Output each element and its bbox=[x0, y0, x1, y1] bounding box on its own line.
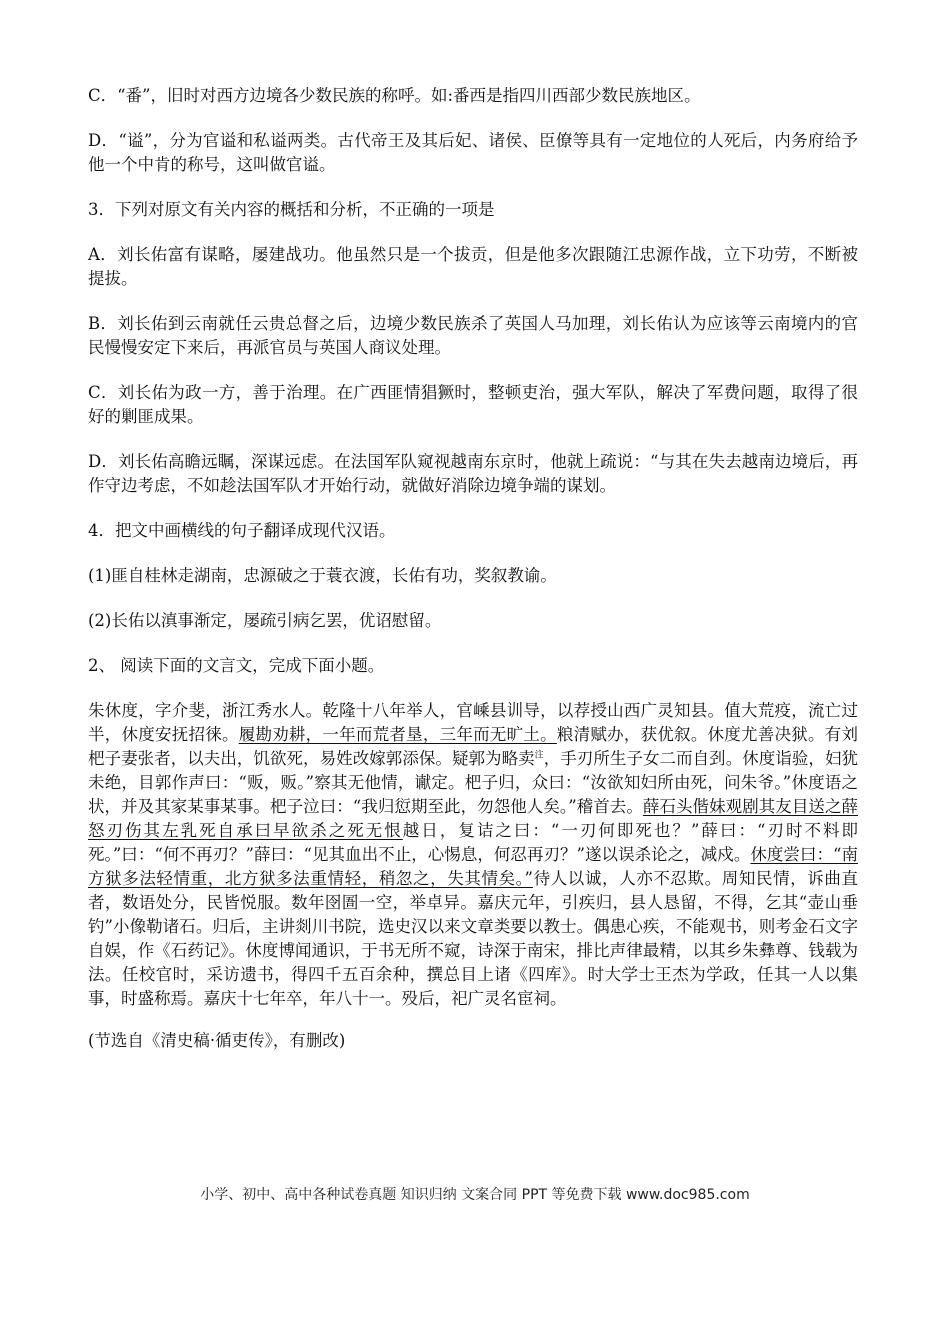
question-4-sentence-2: (2)长佑以滇事渐定，屡疏引病乞罢，优诏慰留。 bbox=[88, 611, 442, 630]
question-4-sentence-1: (1)匪自桂林走湖南，忠源破之于蓑衣渡，长佑有功，奖叙教谕。 bbox=[88, 566, 557, 585]
question-3-stem: 3．下列对原文有关内容的概括和分析，不正确的一项是 bbox=[88, 200, 495, 219]
question-3-option-c: C．刘长佑为政一方，善于治理。在广西匪情猖獗时，整顿吏治，强大军队，解决了军费问题，取得了很好的剿匪成果。 bbox=[88, 383, 858, 426]
question-3-option-b: B．刘长佑到云南就任云贵总督之后，边境少数民族杀了英国人马加理，刘长佑认为应该等云南境内的官民慢慢安定下来后，再派官员与英国人商议处理。 bbox=[88, 314, 858, 357]
question-4-stem: 4．把文中画横线的句子翻译成现代汉语。 bbox=[88, 521, 396, 540]
passage-text: ，手刃所生子女二而自刭。休度诣验，妇犹未绝，目郭作声曰：“贩，贩。”察其无他情，谳定。杷子归，众曰：“汝欲知妇所由死，问朱爷。”休度语之状，并及其家某事某事。杷子泣曰：“我归愆期至此，勿怨他人矣。”稽首去。 bbox=[88, 749, 858, 816]
passage-text: 越日，复诘之曰：“一刃何即死也？”薛曰：“刃时不料即死。”曰：“何不再刃？”薛曰：“见其血出不止，心惕息，何忍再刃？”遂以误杀论之，减戍。 bbox=[88, 821, 858, 864]
underlined-sentence: 履勘劝耕，一年而荒者垦，三年而无旷土。 bbox=[238, 725, 557, 744]
underlined-sentence: 薛石头偕妹观剧其友目送之薛怒刃伤其左乳死自承曰早欲杀之死无恨 bbox=[88, 797, 858, 840]
passage-source: (节选自《清史稿·循吏传》，有删改) bbox=[88, 1031, 346, 1050]
section-2-heading: 2、 阅读下面的文言文，完成下面小题。 bbox=[88, 656, 385, 675]
passage-text: 朱休度，字介斐，浙江秀水人。乾隆十八年举人，官嵊县训导，以荐授山西广灵知县。值大荒疫，流亡过半，休度安抚招徕。 bbox=[88, 701, 858, 744]
underlined-sentence: 休度尝曰：“南方狱多法轻情重，北方狱多法重情轻，稍忽之，失其情矣。” bbox=[88, 845, 858, 888]
passage-text: 待人以诚，人亦不忍欺。周知民情，诉曲直者，数语处分，民皆悦服。数年囹圄一空，举卓异。嘉庆元年，引疾归，县人恳留，不得，乞其“壶山垂钓”小像勒诸石。归后，主讲剡川书院，选史汉以来文章类要以教士。偶患心疾，不能观书，则考金石文字自娱，作《石药记》。休度博闻通识，于书无所不窥，诗深于南宋，排比声律最精，以其乡朱彝尊、钱载为法。任校官时，采访遗书，得四千五百余种，撰总目上诸《四库》。时大学士王杰为学政，任其一人以集事，时盛称焉。嘉庆十七年卒，年八十一。殁后，祀广灵名宦祠。 bbox=[88, 869, 859, 1008]
page-footer: 小学、初中、高中各种试卷真题 知识归纳 文案合同 PPT 等免费下载 www.doc985.com bbox=[200, 1187, 750, 1203]
passage-text: 粮清赋办，获优叙。休度尤善决狱。有刘杷子妻张者，以夫出，饥欲死，易姓改嫁郭添保。疑郭为略卖 bbox=[88, 725, 859, 768]
question-3-option-a: A．刘长佑富有谋略，屡建战功。他虽然只是一个拔贡，但是他多次跟随江忠源作战，立下功劳，不断被提拔。 bbox=[88, 245, 858, 288]
document-body bbox=[88, 84, 858, 1074]
option-d: D．“谥”，分为官谥和私谥两类。古代帝王及其后妃、诸侯、臣僚等具有一定地位的人死后，内务府给予他一个中肯的称号，这叫做官谥。 bbox=[88, 131, 858, 174]
question-3-option-d: D．刘长佑高瞻远瞩，深谋远虑。在法国军队窥视越南东京时，他就上疏说：“与其在失去越南边境后，再作守边考虑，不如趁法国军队才开始行动，就做好消除边境争端的谋划。 bbox=[88, 452, 858, 495]
option-c: C．“番”，旧时对西方边境各少数民族的称呼。如:番西是指四川西部少数民族地区。 bbox=[88, 86, 701, 105]
footnote-marker: 注 bbox=[534, 750, 544, 761]
classical-passage bbox=[88, 699, 858, 1011]
